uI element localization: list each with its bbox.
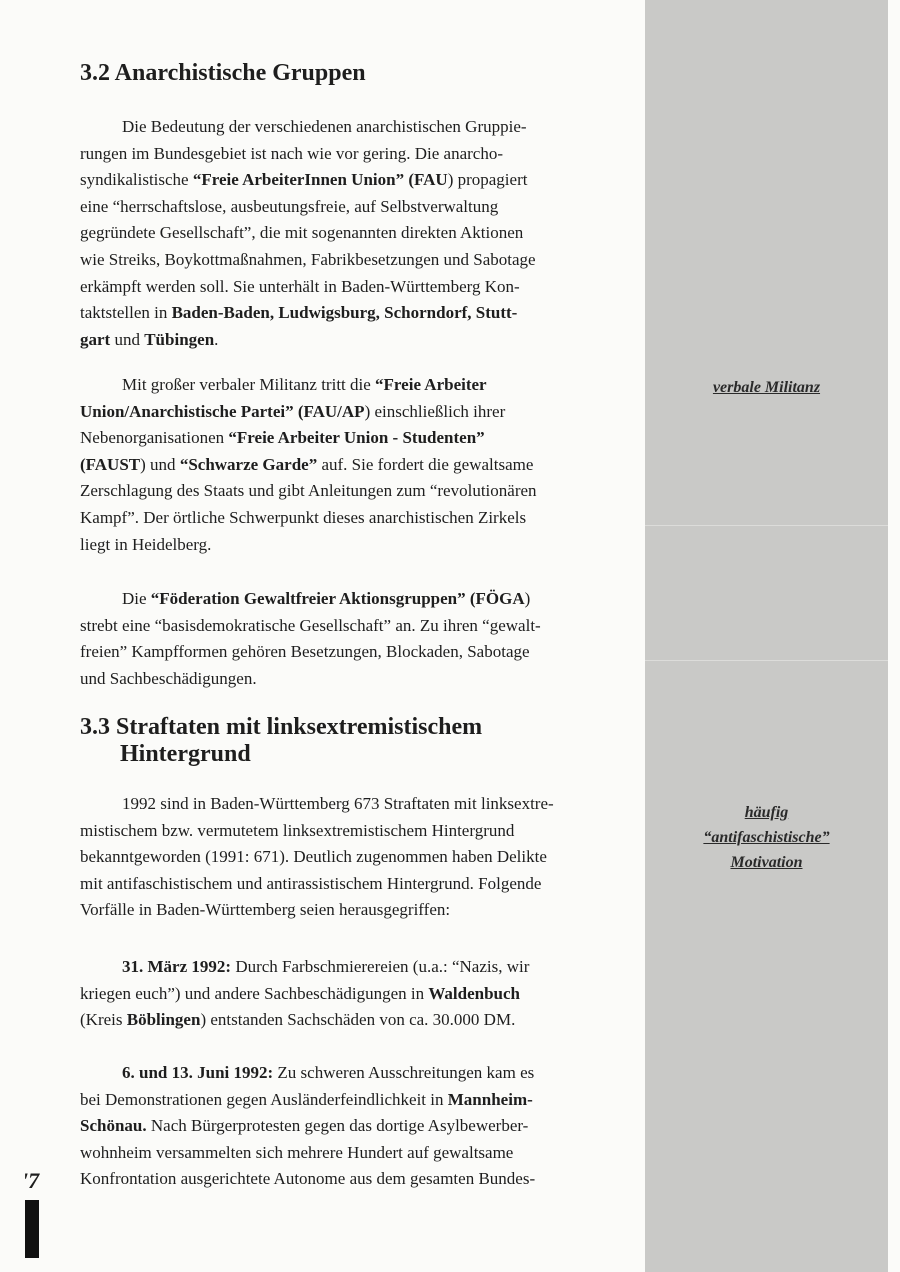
text: Nach Bürgerprotesten gegen das dortige Asylbewerber- <box>146 1116 529 1136</box>
text: Mit großer verbaler Militanz tritt die <box>122 375 376 394</box>
text-line <box>80 1113 620 1140</box>
text: eine “herrschaftslose, ausbeutungsfreie, auf Selbstverwaltung <box>80 196 499 216</box>
bold-text: 31. März 1992: <box>122 957 232 976</box>
text-line <box>80 954 620 981</box>
text: und <box>110 329 145 349</box>
text-line <box>80 981 620 1008</box>
paragraph-incident-juni <box>80 1060 620 1193</box>
paragraph <box>80 586 620 692</box>
text-line <box>80 1087 620 1114</box>
margin-column <box>645 0 888 1272</box>
heading-line: Hintergrund <box>120 741 251 767</box>
paragraph <box>80 791 620 924</box>
text: bei Demonstrationen gegen Ausländerfeindlichkeit in <box>80 1089 448 1109</box>
bold-text: “Freie Arbeiter <box>375 375 487 394</box>
text-line <box>80 897 620 924</box>
text: gegründete Gesellschaft”, die mit sogenannten direkten Aktionen <box>80 223 524 243</box>
text: Die <box>122 589 151 608</box>
text: Nebenorganisationen <box>80 428 229 448</box>
scan-edge-mark <box>25 1200 39 1258</box>
text-line <box>80 327 620 354</box>
section-heading-3-2: 3.2 Anarchistische Gruppen <box>80 60 366 86</box>
text-line <box>80 1060 620 1087</box>
bold-text: Waldenbuch <box>428 983 521 1003</box>
page-number: '7 <box>22 1168 40 1193</box>
paragraph <box>80 372 620 558</box>
text: ) einschließlich ihrer <box>364 401 506 421</box>
text: wohnheim versammelten sich mehrere Hundert auf gewaltsame <box>80 1142 514 1162</box>
text: Konfrontation ausgerichtete Autonome aus dem gesamten Bundes- <box>80 1169 536 1189</box>
text: mit antifaschistischem und antirassistischem Hintergrund. Folgende <box>80 873 542 893</box>
text-line <box>80 666 620 693</box>
fold-line <box>645 525 888 526</box>
text: wie Streiks, Boykottmaßnahmen, Fabrikbesetzungen und Sabotage <box>80 249 536 269</box>
section-heading-3-3 <box>80 714 482 768</box>
text: bekanntgeworden (1991: 671). Deutlich zugenommen haben Delikte <box>80 847 547 867</box>
text-line <box>80 399 620 426</box>
text: liegt in Heidelberg. <box>80 534 212 554</box>
bold-text: “Föderation Gewaltfreier Aktionsgruppen” (FÖGA <box>150 589 525 608</box>
text: 1992 sind in Baden-Württemberg 673 Straftaten mit linksextre- <box>122 794 554 813</box>
text: Kampf”. Der örtliche Schwerpunkt dieses anarchistischen Zirkels <box>80 507 527 527</box>
text: . <box>214 329 219 349</box>
bold-text: “Freie ArbeiterInnen Union” (FAU <box>192 170 448 190</box>
text: Durch Farbschmierereien (u.a.: “Nazis, wir <box>231 957 530 976</box>
text: strebt eine “basisdemokratische Gesellschaft” an. Zu ihren “gewalt- <box>80 615 541 635</box>
paragraph <box>80 114 620 353</box>
fold-line <box>645 660 888 661</box>
bold-text: 6. und 13. Juni 1992: <box>122 1063 274 1082</box>
bold-text: Union/Anarchistische Partei” (FAU/AP <box>80 401 365 421</box>
text-line <box>80 532 620 559</box>
text: freien” Kampfformen gehören Besetzungen, Blockaden, Sabotage <box>80 642 530 662</box>
text: Zerschlagung des Staats und gibt Anleitungen zum “revolutionären <box>80 481 537 501</box>
text: syndikalistische <box>80 170 193 190</box>
text-line <box>80 274 620 301</box>
paragraph-incident-maerz <box>80 954 620 1034</box>
margin-note-verbale-militanz: verbale Militanz <box>712 379 821 396</box>
margin-note-line: Motivation <box>730 854 803 871</box>
text: ) und <box>140 454 180 474</box>
margin-note-antifaschistische-motivation <box>645 800 888 875</box>
bold-text: (FAUST <box>80 454 141 474</box>
text: ) <box>524 589 531 608</box>
text-line <box>80 372 620 399</box>
text-line <box>80 141 620 168</box>
text-line <box>80 1166 620 1193</box>
text-line <box>80 505 620 532</box>
text: rungen im Bundesgebiet ist nach wie vor gering. Die anarcho- <box>80 143 503 163</box>
text-line <box>80 114 620 141</box>
text-line <box>80 194 620 221</box>
text: Zu schweren Ausschreitungen kam es <box>273 1063 535 1082</box>
bold-text: Tübingen <box>144 329 215 349</box>
text-line <box>80 844 620 871</box>
text-line <box>80 247 620 274</box>
bold-text: “Schwarze Garde” <box>179 454 318 474</box>
bold-text: Schönau. <box>80 1116 147 1136</box>
text-line <box>80 791 620 818</box>
text: Vorfälle in Baden-Württemberg seien herausgegriffen: <box>80 900 451 920</box>
text: erkämpft werden soll. Sie unterhält in Baden-Württemberg Kon- <box>80 276 520 296</box>
bold-text: “Freie Arbeiter Union - Studenten” <box>228 428 485 448</box>
text-line <box>80 425 620 452</box>
text: (Kreis <box>80 1010 127 1030</box>
text: und Sachbeschädigungen. <box>80 668 257 688</box>
text-line <box>80 300 620 327</box>
text: auf. Sie fordert die gewaltsame <box>317 454 534 474</box>
heading-line: 3.3 Straftaten mit linksextremistischem <box>80 714 483 740</box>
text-line <box>80 478 620 505</box>
text-line <box>80 1140 620 1167</box>
bold-text: gart <box>80 329 111 349</box>
text-line <box>80 871 620 898</box>
text: taktstellen in <box>80 303 172 323</box>
text-line <box>80 818 620 845</box>
text-line <box>80 167 620 194</box>
bold-text: Mannheim- <box>447 1089 533 1109</box>
text: mistischem bzw. vermutetem linksextremistischem Hintergrund <box>80 820 515 840</box>
text: kriegen euch”) und andere Sachbeschädigungen in <box>80 983 429 1003</box>
text: ) propagiert <box>447 170 528 190</box>
margin-note-line: häufig <box>744 804 789 821</box>
margin-note-line: “antifaschistische” <box>703 829 830 846</box>
text-line <box>80 639 620 666</box>
text: ) entstanden Sachschäden von ca. 30.000 DM. <box>200 1010 516 1030</box>
text-line <box>80 1007 620 1034</box>
bold-text: Baden-Baden, Ludwigsburg, Schorndorf, Stutt- <box>171 303 518 323</box>
text-line <box>80 613 620 640</box>
text-line <box>80 452 620 479</box>
text: Die Bedeutung der verschiedenen anarchistischen Gruppie- <box>122 117 527 136</box>
bold-text: Böblingen <box>126 1010 201 1030</box>
text-line <box>80 220 620 247</box>
text-line <box>80 586 620 613</box>
